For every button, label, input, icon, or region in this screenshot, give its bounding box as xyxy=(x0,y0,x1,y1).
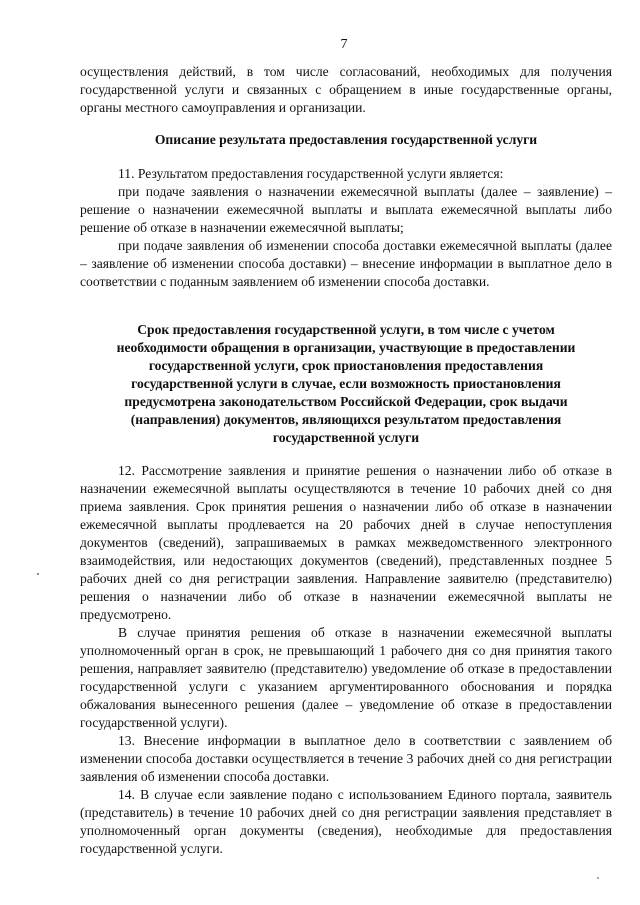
paragraph-12-refusal: В случае принятия решения об отказе в назначении ежемесячной выплаты уполномоченный орган в срок, не превышающий 1 рабочего дня со дня принятия такого решения, направляет заявителю (представителю) уведомление об отказе в предоставлении государственной услуги с указанием аргументированного обоснования и порядка обжалования вынесенного решения (далее – уведомление об отказе в предоставлении государственной услуги). xyxy=(80,625,612,730)
paragraph-13: 13. Внесение информации в выплатное дело в соответствии с заявлением об изменении способа доставки осуществляется в течение 3 рабочих дней со дня регистрации заявления об изменении способа доставки. xyxy=(80,733,612,784)
paragraph-11-monthly-payment: при подаче заявления о назначении ежемесячной выплаты (далее – заявление) – решение о назначении ежемесячной выплаты и выплата ежемесячной выплаты либо решение об отказе в назначении ежемесячной выплаты; xyxy=(80,184,612,235)
scan-speck-corner xyxy=(597,877,599,879)
intro-block xyxy=(80,63,612,117)
result-block xyxy=(80,165,612,291)
scan-speck xyxy=(37,573,39,575)
paragraph-14: 14. В случае если заявление подано с использованием Единого портала, заявитель (представитель) в течение 10 рабочих дней со дня регистрации заявления представляет в уполномоченный орган документы (сведения), необходимые для предоставления государственной услуги. xyxy=(80,787,612,856)
section-heading-term: Срок предоставления государственной услуги, в том числе с учетом необходимости обращения в организации, участвующие в предоставлении государственной услуги, срок приостановления предоставления государственной услуги в случае, если возможность приостановления предусмотрена законодательством Российской Федерации, срок выдачи (направления) документов, являющихся результатом предоставления государственной услуги xyxy=(116,322,576,445)
intro-paragraph: осуществления действий, в том числе согласований, необходимых для получения государственной услуги и связанных с обращением в иные государственные органы, органы местного самоуправления и организации. xyxy=(80,64,612,115)
page-number: 7 xyxy=(340,37,348,52)
paragraph-11: 11. Результатом предоставления государственной услуги является: xyxy=(118,166,504,181)
paragraph-11-delivery-change: при подаче заявления об изменении способа доставки ежемесячной выплаты (далее – заявление об изменении способа доставки) – внесение информации в выплатное дело в соответствии с поданным заявлением об изменении способа доставки. xyxy=(80,238,612,289)
paragraph-12: 12. Рассмотрение заявления и принятие решения о назначении либо об отказе в назначении ежемесячной выплаты осуществляются в течение 10 рабочих дней со дня приема заявления. Срок принятия решения о назначении либо об отказе в назначении ежемесячной выплаты продлевается на 20 рабочих дней в случае непоступления документов (сведений), запрашиваемых в рамках межведомственного электронного взаимодействия, или недостающих документов (сведений), представленных позднее 5 рабочих дней со дня регистрации заявления. Направление заявителю (представителю) решения о назначении либо об отказе в назначении ежемесячной выплаты не предусмотрено. xyxy=(80,463,612,622)
section-heading-result: Описание результата предоставления государственной услуги xyxy=(154,132,538,147)
term-block xyxy=(80,462,612,858)
